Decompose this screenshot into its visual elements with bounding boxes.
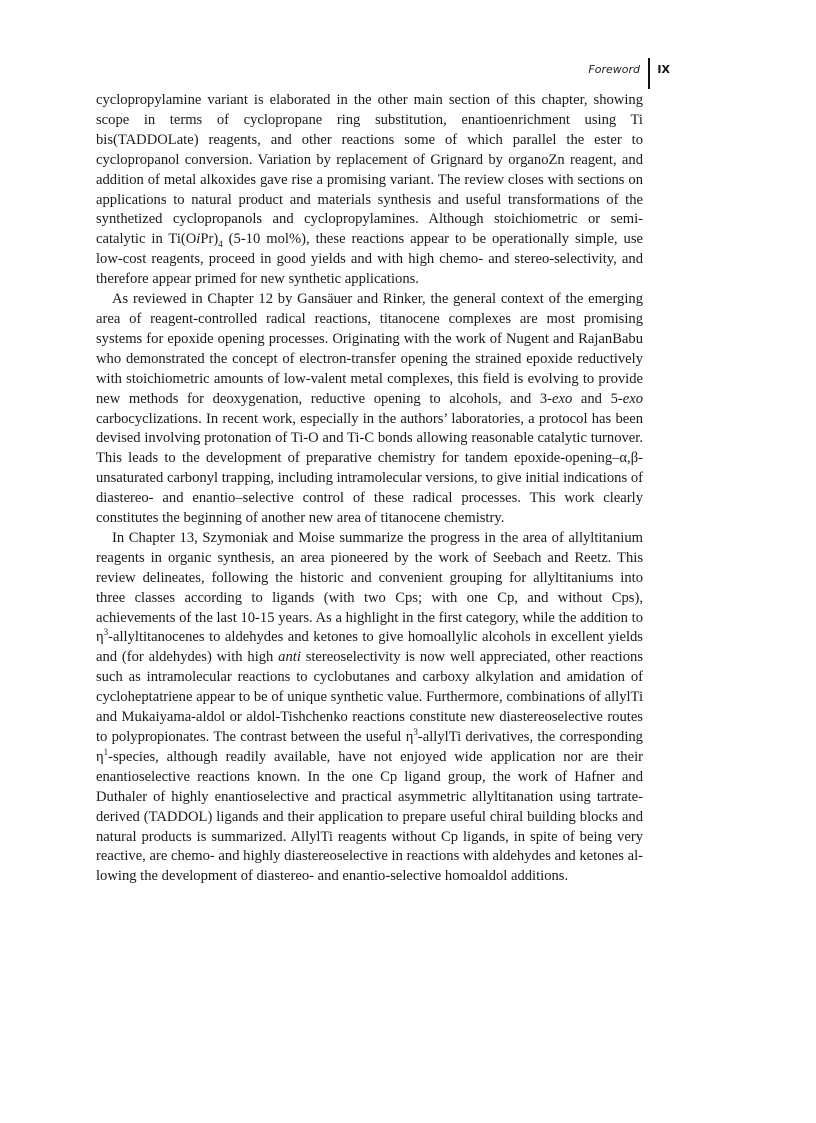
paragraph-2	[96, 290, 643, 529]
page-number: IX	[657, 63, 670, 76]
text-run: -allylTi derivatives, the corresponding η	[96, 729, 643, 765]
running-head	[440, 58, 670, 88]
header-rule	[648, 58, 651, 89]
running-title: Foreword	[588, 63, 640, 76]
text-run: (5-10 mol%), these reactions appear to be operationally simple, use low-cost reagents, proceed in good yields and with high chemo- and stereo-selectivity, and therefore appear primed for new synthetic applications.	[96, 231, 643, 288]
text-run-italic: anti	[278, 649, 301, 666]
superscript: 3	[413, 727, 418, 738]
text-run: As reviewed in Chapter 12 by Gansäuer and Rinker, the general context of the emerging area of reagent-controlled radical reactions, titanocene complexes are most promising systems for epoxide opening processes. Originating with the work of Nugent and RajanBabu who demonstrated the concept of electron-transfer opening the strained epoxide reductively with stoichiometric amounts of low-valent metal complexes, this field is evolving to provide new methods for deoxygenation, reductive opening to alcohols, and 3-	[96, 291, 643, 407]
subscript: 4	[218, 239, 223, 250]
text-run: carbocyclizations. In recent work, especially in the authors’ laboratories, a protocol has been devised involving protonation of Ti-O and Ti-C bonds allowing reasonable catalytic turnover. This leads to the development of preparative chemistry for tandem epoxide-opening–α,β-unsaturated carbonyl trapping, including intramolecular versions, to give initial indications of diastereo- and enantio–selective control of these radical processes. This work clearly constitutes the beginning of another new area of titanocene chemistry.	[96, 410, 643, 527]
text-run: and 5-	[572, 390, 623, 407]
text-run: cyclopropylamine variant is elaborated in the other main section of this chapter, showing scope in terms of cyclopropane ring substitution, enantioenrichment using Ti bis(TADDOLate) reagents, and other reactions some of which parallel the ester to cyclopropanol conversion. Variation by replacement of Grignard by organoZn reagent, and addition of metal alkoxides gave rise a promising variant. The review closes with sections on applications to natural product and materials synthesis and useful transformations of the synthetized cyclopropanols and cyclopropylamines. Although stoichiometric or semi-catalytic in Ti(O	[96, 92, 643, 248]
text-run: stereoselectivity is now well appreciated, other reactions such as intramolecular reactions to cyclobutanes and carboxy alkylation and amidation of cycloheptatriene appear to be of unique synthetic value. Furthermore, combinations of allylTi and Mukaiyama-aldol or aldol-Tishchenko reactions constitute new diastereoselective routes to polypropionates. The contrast between the useful η	[96, 649, 643, 745]
paragraph-1	[96, 91, 643, 290]
text-run-italic: i	[196, 231, 201, 248]
text-run-italic: exo	[622, 390, 643, 407]
superscript: 1	[103, 747, 109, 758]
text-run-italic: exo	[552, 390, 573, 407]
body-text	[96, 91, 643, 887]
text-run: -species, although readily available, have not enjoyed wide application nor are their enantioselective reactions known. In the one Cp ligand group, the work of Hafner and Duthaler of highly enantioselective and practical asymmetric allyltitanation using tartrate-derived (TADDOL) ligands and their application to prepare useful chiral building blocks and natural products is summarized. AllylTi reagents without Cp ligands, in spite of being very reactive, are chemo- and highly diastereoselective in reactions with aldehydes and ketones allowing the development of diastereo- and enantio-selective homoaldol additions.	[96, 748, 643, 885]
paragraph-3	[96, 529, 643, 887]
text-run: In Chapter 13, Szymoniak and Moise summarize the progress in the area of allyltitanium reagents in organic synthesis, an area pioneered by the work of Seebach and Reetz. This review delineates, following the historic and convenient grouping for allyltitaniums into three classes according to ligands (with two Cps; with one Cp, and without Cps), achievements of the last 10-15 years. As a highlight in the first category, while the addition to η	[96, 529, 643, 646]
text-run: Pr)	[200, 231, 219, 248]
text-run: -allyltitanocenes to aldehydes and ketones to give homoallylic alcohols in excellent yields and (for aldehydes) with high	[96, 629, 643, 666]
superscript: 3	[103, 627, 109, 638]
